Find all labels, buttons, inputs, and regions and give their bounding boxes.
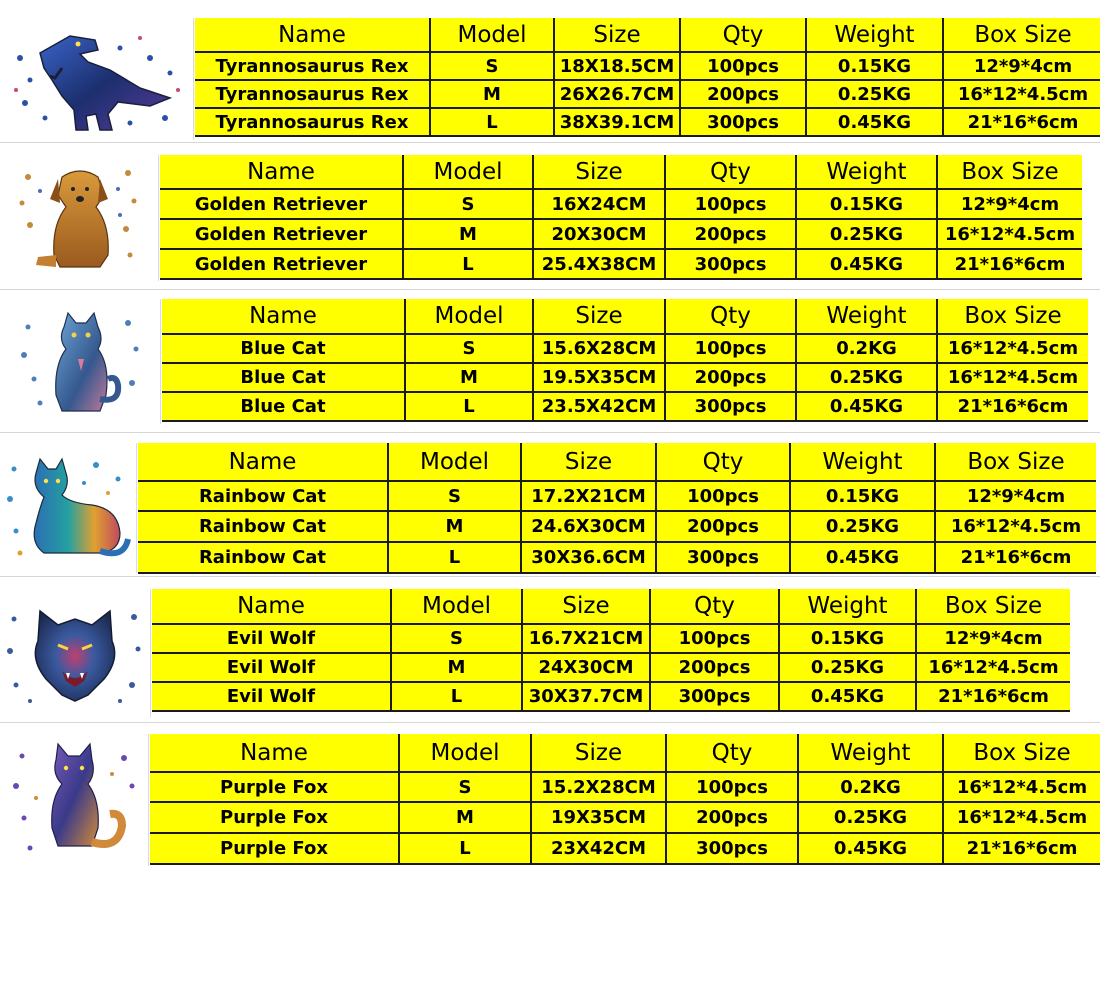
header-name: Name	[138, 443, 388, 481]
cell-model: S	[405, 334, 533, 363]
table-row	[138, 511, 1096, 542]
spec-table	[152, 589, 1070, 712]
table-row	[150, 833, 1100, 864]
cell-name: Evil Wolf	[152, 682, 391, 711]
cell-qty: 100pcs	[665, 189, 796, 219]
product-block-evil-wolf	[0, 589, 1100, 717]
header-size: Size	[554, 18, 680, 52]
header-size: Size	[522, 589, 650, 624]
header-box-size: Box Size	[937, 299, 1088, 334]
header-name: Name	[195, 18, 430, 52]
header-qty: Qty	[680, 18, 806, 52]
cell-box-size: 16*12*4.5cm	[943, 802, 1100, 833]
cell-size: 16X24CM	[533, 189, 665, 219]
cell-weight: 0.45KG	[796, 392, 937, 421]
cell-size: 24X30CM	[522, 653, 650, 682]
cell-weight: 0.25KG	[790, 511, 935, 542]
cell-model: M	[388, 511, 521, 542]
header-weight: Weight	[779, 589, 916, 624]
table-row	[152, 624, 1070, 653]
table-header-row	[160, 155, 1082, 189]
header-qty: Qty	[665, 155, 796, 189]
cell-qty: 200pcs	[665, 219, 796, 249]
spec-table	[160, 155, 1082, 280]
cell-name: Rainbow Cat	[138, 511, 388, 542]
cell-box-size: 21*16*6cm	[935, 542, 1096, 573]
cell-qty: 300pcs	[665, 249, 796, 279]
header-name: Name	[160, 155, 403, 189]
header-box-size: Box Size	[943, 734, 1100, 772]
cell-size: 26X26.7CM	[554, 80, 680, 108]
cell-size: 23.5X42CM	[533, 392, 665, 421]
cell-weight: 0.45KG	[779, 682, 916, 711]
table-row	[138, 481, 1096, 511]
table-row	[152, 682, 1070, 711]
cell-box-size: 16*12*4.5cm	[937, 363, 1088, 392]
spec-table	[150, 734, 1100, 865]
product-block-purple-fox	[0, 734, 1100, 866]
table-header-row	[138, 443, 1096, 481]
evil-wolf-puzzle-icon	[0, 589, 151, 717]
cell-box-size: 16*12*4.5cm	[937, 334, 1088, 363]
cell-weight: 0.15KG	[796, 189, 937, 219]
cell-model: L	[405, 392, 533, 421]
cell-qty: 200pcs	[680, 80, 806, 108]
row-divider	[0, 432, 1100, 433]
product-block-tyrannosaurus	[0, 18, 1100, 140]
cell-qty: 100pcs	[665, 334, 796, 363]
cell-size: 20X30CM	[533, 219, 665, 249]
cell-size: 19X35CM	[531, 802, 666, 833]
table-row	[150, 802, 1100, 833]
cell-name: Golden Retriever	[160, 219, 403, 249]
header-name: Name	[152, 589, 391, 624]
table-row	[195, 80, 1100, 108]
header-model: Model	[399, 734, 531, 772]
rainbow-cat-puzzle-icon	[0, 443, 137, 573]
header-weight: Weight	[798, 734, 943, 772]
cell-name: Blue Cat	[162, 392, 405, 421]
table-row	[162, 392, 1088, 421]
header-weight: Weight	[790, 443, 935, 481]
cell-size: 30X37.7CM	[522, 682, 650, 711]
header-name: Name	[162, 299, 405, 334]
cell-box-size: 21*16*6cm	[937, 249, 1082, 279]
cell-qty: 300pcs	[656, 542, 790, 573]
cell-qty: 100pcs	[680, 52, 806, 80]
table-header-row	[152, 589, 1070, 624]
cell-weight: 0.25KG	[798, 802, 943, 833]
cell-name: Evil Wolf	[152, 653, 391, 682]
cell-model: L	[391, 682, 522, 711]
cell-weight: 0.45KG	[798, 833, 943, 864]
cell-size: 23X42CM	[531, 833, 666, 864]
cell-weight: 0.2KG	[796, 334, 937, 363]
header-box-size: Box Size	[935, 443, 1096, 481]
cell-model: M	[405, 363, 533, 392]
cell-qty: 300pcs	[665, 392, 796, 421]
table-row	[162, 363, 1088, 392]
cell-name: Evil Wolf	[152, 624, 391, 653]
cell-box-size: 12*9*4cm	[943, 52, 1100, 80]
header-size: Size	[533, 299, 665, 334]
header-model: Model	[388, 443, 521, 481]
table-row	[160, 189, 1082, 219]
cell-size: 18X18.5CM	[554, 52, 680, 80]
cell-box-size: 16*12*4.5cm	[935, 511, 1096, 542]
cell-model: S	[403, 189, 533, 219]
cell-qty: 200pcs	[666, 802, 798, 833]
cell-box-size: 21*16*6cm	[943, 108, 1100, 136]
cell-box-size: 21*16*6cm	[916, 682, 1070, 711]
cell-model: L	[388, 542, 521, 573]
cell-weight: 0.25KG	[796, 363, 937, 392]
cell-name: Tyrannosaurus Rex	[195, 52, 430, 80]
row-divider	[0, 142, 1100, 143]
product-block-rainbow-cat	[0, 443, 1100, 573]
table-row	[138, 542, 1096, 573]
cell-weight: 0.15KG	[779, 624, 916, 653]
header-weight: Weight	[806, 18, 943, 52]
header-size: Size	[531, 734, 666, 772]
cell-box-size: 16*12*4.5cm	[943, 772, 1100, 802]
header-model: Model	[405, 299, 533, 334]
header-box-size: Box Size	[937, 155, 1082, 189]
cell-qty: 100pcs	[650, 624, 779, 653]
header-qty: Qty	[650, 589, 779, 624]
header-box-size: Box Size	[916, 589, 1070, 624]
golden-retriever-puzzle-icon	[0, 155, 159, 281]
cell-qty: 300pcs	[680, 108, 806, 136]
cell-size: 24.6X30CM	[521, 511, 656, 542]
cell-model: M	[391, 653, 522, 682]
header-qty: Qty	[656, 443, 790, 481]
cell-model: S	[388, 481, 521, 511]
cell-qty: 100pcs	[666, 772, 798, 802]
cell-qty: 300pcs	[666, 833, 798, 864]
header-size: Size	[521, 443, 656, 481]
cell-size: 15.6X28CM	[533, 334, 665, 363]
cell-name: Tyrannosaurus Rex	[195, 80, 430, 108]
table-row	[195, 108, 1100, 136]
table-row	[195, 52, 1100, 80]
cell-model: L	[403, 249, 533, 279]
header-size: Size	[533, 155, 665, 189]
cell-model: S	[430, 52, 554, 80]
cell-name: Rainbow Cat	[138, 542, 388, 573]
cell-name: Tyrannosaurus Rex	[195, 108, 430, 136]
purple-fox-puzzle-icon	[0, 734, 149, 866]
cell-name: Purple Fox	[150, 833, 399, 864]
cell-weight: 0.25KG	[806, 80, 943, 108]
cell-box-size: 16*12*4.5cm	[937, 219, 1082, 249]
row-divider	[0, 576, 1100, 577]
row-divider	[0, 722, 1100, 723]
cell-qty: 200pcs	[656, 511, 790, 542]
table-header-row	[162, 299, 1088, 334]
table-header-row	[195, 18, 1100, 52]
table-row	[160, 249, 1082, 279]
table-row	[152, 653, 1070, 682]
cell-weight: 0.25KG	[779, 653, 916, 682]
header-weight: Weight	[796, 299, 937, 334]
cell-box-size: 21*16*6cm	[937, 392, 1088, 421]
blue-cat-puzzle-icon	[0, 299, 161, 424]
header-qty: Qty	[665, 299, 796, 334]
cell-box-size: 12*9*4cm	[935, 481, 1096, 511]
header-weight: Weight	[796, 155, 937, 189]
cell-box-size: 12*9*4cm	[916, 624, 1070, 653]
product-block-golden-retriever	[0, 155, 1100, 281]
cell-size: 25.4X38CM	[533, 249, 665, 279]
tyrannosaurus-puzzle-icon	[0, 18, 194, 140]
cell-box-size: 16*12*4.5cm	[943, 80, 1100, 108]
cell-model: M	[403, 219, 533, 249]
cell-name: Rainbow Cat	[138, 481, 388, 511]
cell-size: 19.5X35CM	[533, 363, 665, 392]
table-row	[150, 772, 1100, 802]
header-qty: Qty	[666, 734, 798, 772]
cell-weight: 0.45KG	[790, 542, 935, 573]
cell-name: Blue Cat	[162, 334, 405, 363]
cell-size: 38X39.1CM	[554, 108, 680, 136]
cell-model: M	[430, 80, 554, 108]
spec-table	[162, 299, 1088, 422]
cell-name: Golden Retriever	[160, 189, 403, 219]
product-block-blue-cat	[0, 299, 1100, 424]
cell-size: 15.2X28CM	[531, 772, 666, 802]
cell-weight: 0.25KG	[796, 219, 937, 249]
table-header-row	[150, 734, 1100, 772]
cell-box-size: 21*16*6cm	[943, 833, 1100, 864]
cell-name: Purple Fox	[150, 772, 399, 802]
cell-qty: 100pcs	[656, 481, 790, 511]
header-model: Model	[430, 18, 554, 52]
spec-table	[138, 443, 1096, 574]
spec-table	[195, 18, 1100, 137]
cell-model: M	[399, 802, 531, 833]
cell-size: 16.7X21CM	[522, 624, 650, 653]
table-row	[162, 334, 1088, 363]
table-row	[160, 219, 1082, 249]
cell-model: S	[391, 624, 522, 653]
cell-model: S	[399, 772, 531, 802]
cell-size: 30X36.6CM	[521, 542, 656, 573]
cell-name: Blue Cat	[162, 363, 405, 392]
cell-qty: 300pcs	[650, 682, 779, 711]
cell-weight: 0.15KG	[806, 52, 943, 80]
header-model: Model	[391, 589, 522, 624]
cell-weight: 0.45KG	[806, 108, 943, 136]
cell-weight: 0.45KG	[796, 249, 937, 279]
cell-name: Purple Fox	[150, 802, 399, 833]
cell-size: 17.2X21CM	[521, 481, 656, 511]
cell-name: Golden Retriever	[160, 249, 403, 279]
header-box-size: Box Size	[943, 18, 1100, 52]
cell-box-size: 16*12*4.5cm	[916, 653, 1070, 682]
cell-qty: 200pcs	[650, 653, 779, 682]
cell-qty: 200pcs	[665, 363, 796, 392]
cell-model: L	[399, 833, 531, 864]
cell-box-size: 12*9*4cm	[937, 189, 1082, 219]
cell-weight: 0.15KG	[790, 481, 935, 511]
header-model: Model	[403, 155, 533, 189]
cell-model: L	[430, 108, 554, 136]
header-name: Name	[150, 734, 399, 772]
cell-weight: 0.2KG	[798, 772, 943, 802]
row-divider	[0, 289, 1100, 290]
